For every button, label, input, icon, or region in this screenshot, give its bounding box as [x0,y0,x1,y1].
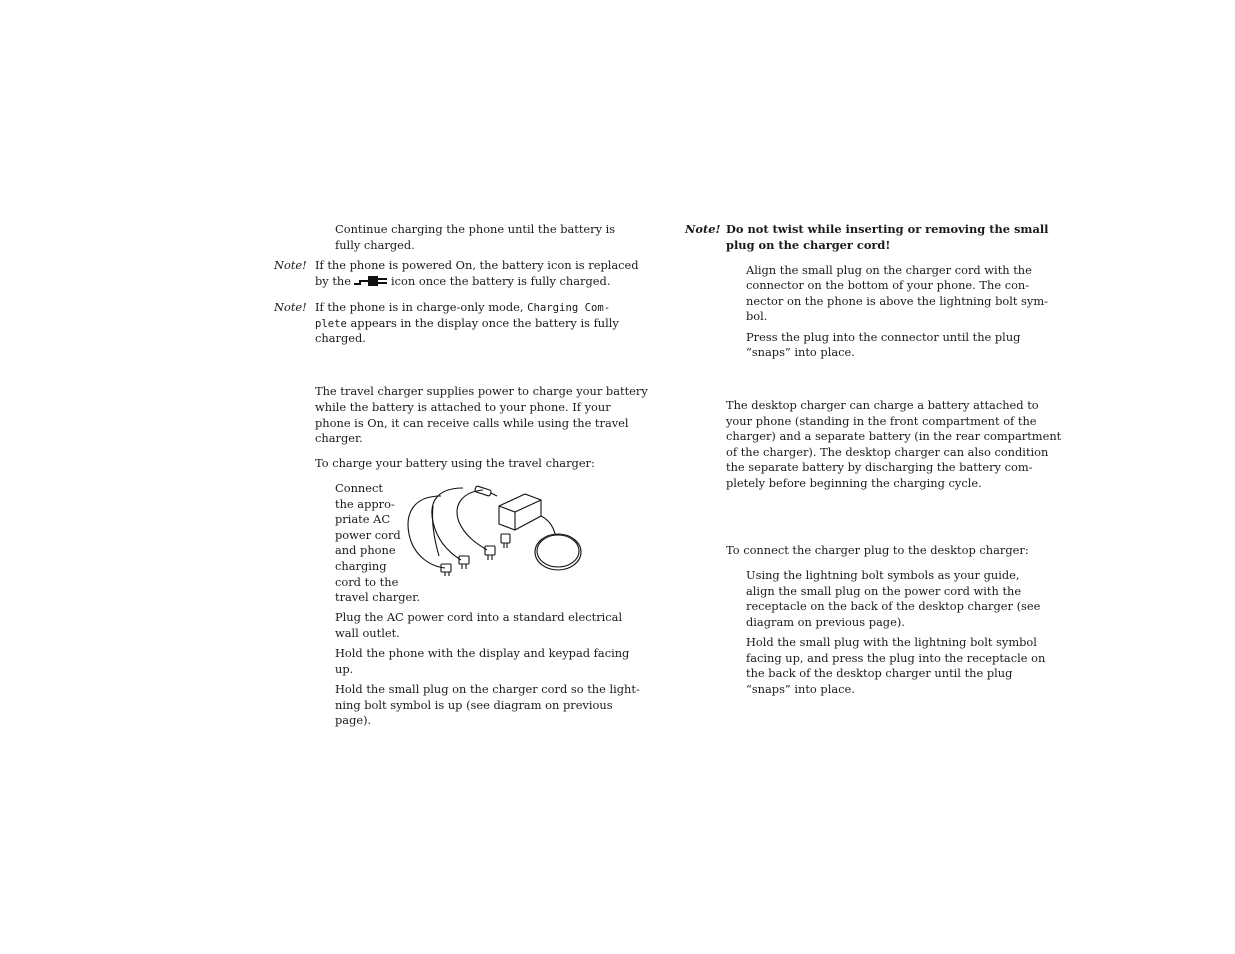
note1-line-2 [315,274,610,290]
step-hold-line-3: the back of the desktop charger until the plug [746,666,1013,680]
right-note-line-2: plug on the charger cord! [726,238,891,252]
note2-line-2-code: plete [315,318,347,330]
note1-line-1: If the phone is powered On, the battery icon is replaced [315,258,639,272]
step1-line-1: Connect [335,481,383,495]
note2-line-1-code: Charging Com- [527,302,611,314]
step3-line-2: up. [335,662,354,676]
battery-charged-icon [354,275,388,287]
travel-intro-line-1: The travel charger supplies power to charge your battery [315,384,648,398]
step2-line-1: Plug the AC power cord into a standard electrical [335,610,623,624]
step-align-line-1: Align the small plug on the charger cord with the [746,263,1032,277]
step1-line-6: charging [335,559,387,573]
travel-lead: To charge your battery using the travel charger: [315,456,595,470]
right-note-label: Note! [685,222,721,236]
step1-line-8: travel charger. [335,590,421,604]
step-using-line-3: receptacle on the back of the desktop charger (see [746,599,1041,613]
step-hold-line-1: Hold the small plug with the lightning bolt symbol [746,635,1037,649]
desktop-intro-line-1: The desktop charger can charge a battery attached to [726,398,1039,412]
travel-charger-illustration [403,484,585,580]
step4-line-1: Hold the small plug on the charger cord so the light- [335,682,640,696]
step-press-line-2: “snaps” into place. [746,345,855,359]
desktop-intro-line-3: charger) and a separate battery (in the rear compartment [726,429,1062,443]
step4-line-3: page). [335,713,372,727]
step-align-line-3: nector on the phone is above the lightning bolt sym- [746,294,1048,308]
step-align-line-4: bol. [746,309,768,323]
note1-line-2-after: icon once the battery is fully charged. [391,274,611,288]
step4-line-2: ning bolt symbol is up (see diagram on previous [335,698,613,712]
step1-line-2: the appro- [335,497,395,511]
step-hold-line-2: facing up, and press the plug into the receptacle on [746,651,1046,665]
desktop-intro-line-4: of the charger). The desktop charger can also condition [726,445,1049,459]
travel-intro-line-4: charger. [315,431,363,445]
desktop-lead: To connect the charger plug to the desktop charger: [726,543,1029,557]
step-press-line-1: Press the plug into the connector until the plug [746,330,1021,344]
note-label-2: Note! [274,300,307,314]
step-using-line-2: align the small plug on the power cord with the [746,584,1022,598]
step-using-line-1: Using the lightning bolt symbols as your guide, [746,568,1020,582]
step2-line-2: wall outlet. [335,626,400,640]
step-align-line-2: connector on the bottom of your phone. The con- [746,278,1030,292]
step3-line-1: Hold the phone with the display and keypad facing [335,646,630,660]
note2-line-1 [315,300,610,317]
step-continue-line-1: Continue charging the phone until the battery is [335,222,616,236]
note2-line-3: charged. [315,331,366,345]
note2-line-2-text: appears in the display once the battery is fully [350,316,619,330]
step1-line-4: power cord [335,528,401,542]
note1-line-2-before: by the [315,274,352,288]
desktop-intro-line-2: your phone (standing in the front compartment of the [726,414,1037,428]
step-continue-line-2: fully charged. [335,238,415,252]
note2-line-1-text: If the phone is in charge-only mode, [315,300,524,314]
desktop-intro-line-6: pletely before beginning the charging cycle. [726,476,982,490]
travel-intro-line-3: phone is On, it can receive calls while using the travel [315,416,629,430]
step-using-line-4: diagram on previous page). [746,615,905,629]
step1-line-7: cord to the [335,575,399,589]
travel-intro-line-2: while the battery is attached to your phone. If your [315,400,611,414]
step1-line-5: and phone [335,543,396,557]
right-note-line-1: Do not twist while inserting or removing the small [726,222,1049,236]
step-hold-line-4: “snaps” into place. [746,682,855,696]
step1-line-3: priate AC [335,512,391,526]
desktop-intro-line-5: the separate battery by discharging the battery com- [726,460,1033,474]
note-label: Note! [274,258,307,272]
